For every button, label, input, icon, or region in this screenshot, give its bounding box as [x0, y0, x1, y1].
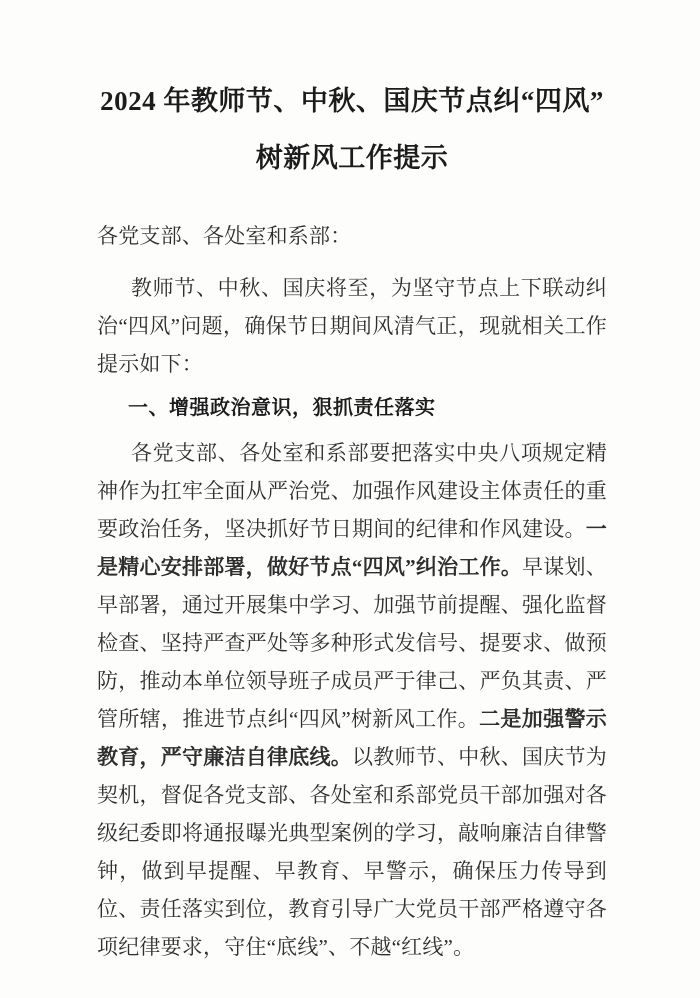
- section-1-paragraph: [97, 434, 607, 966]
- document-content: [97, 0, 607, 966]
- intro-paragraph: 教师节、中秋、国庆将至，为坚守节点上下联动纠治“四风”问题，确保节日期间风清气正，现就相关工作提示如下：: [97, 276, 607, 376]
- bold-text-segment: 一是精心安排部署，做好节点“四风”纠治工作。: [97, 517, 607, 579]
- document-title: [97, 0, 607, 187]
- document-title-line-1: 2024 年教师节、中秋、国庆节点纠“四风”: [100, 86, 604, 116]
- text-segment: 各党支部、各处室和系部要把落实中央八项规定精神作为扛牢全面从严治党、加强作风建设主体责任的重要政治任务，坚决抓好节日期间的纪律和作风建设。: [97, 441, 607, 541]
- text-segment: 以教师节、中秋、国庆节为契机，督促各党支部、各处室和系部党员干部加强对各级纪委即将通报曝光典型案例的学习，敲响廉洁自律警钟，做到早提醒、早教育、早警示，确保压力传导到位、责任落实到位，教育引导广大党员干部严格遵守各项纪律要求，守住“底线”、不越“红线”。: [97, 745, 607, 959]
- salutation-line: 各党支部、各处室和系部：: [97, 224, 352, 248]
- bold-text-segment: 二是加强警示教育，严守廉洁自律底线。: [97, 707, 607, 769]
- text-segment: 早谋划、早部署，通过开展集中学习、加强节前提醒、强化监督检查、坚持严查严处等多种形式发信号、提要求、做预防，推动本单位领导班子成员严于律己、严负其责、严管所辖，推进节点纠“四风”树新风工作。: [97, 555, 607, 731]
- document-title-line-2: 树新风工作提示: [255, 143, 449, 173]
- section-1-heading: 一、增强政治意识，狠抓责任落实: [128, 397, 436, 419]
